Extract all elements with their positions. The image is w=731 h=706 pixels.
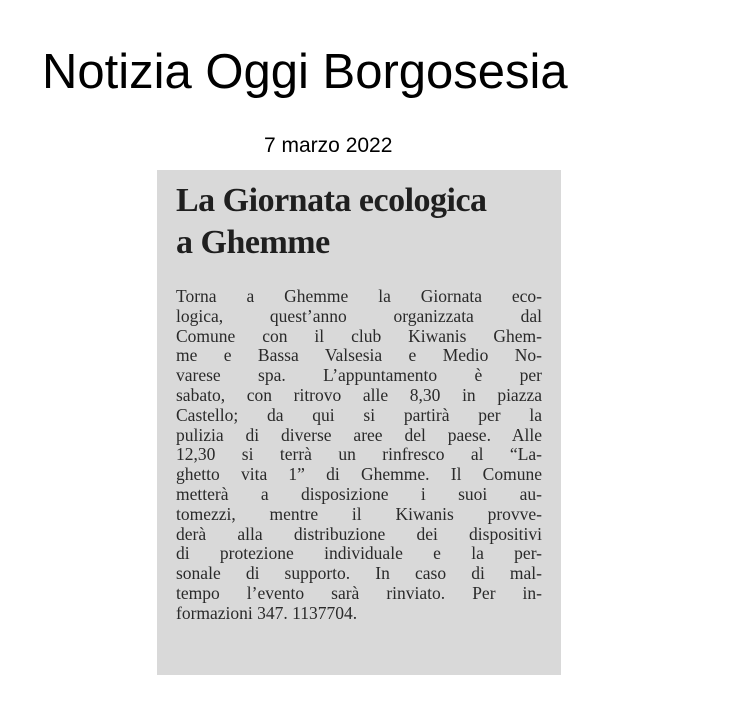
body-line: varese spa. L’appuntamento è per (176, 366, 542, 386)
publication-date: 7 marzo 2022 (264, 134, 393, 157)
body-line: metterà a disposizione i suoi au- (176, 484, 542, 504)
body-line: Comune con il club Kiwanis Ghem- (176, 326, 542, 346)
body-line: logica, quest’anno organizzata dal (176, 306, 542, 326)
body-line: 12,30 si terrà un rinfresco al “La- (176, 445, 542, 465)
body-line: di protezione individuale e la per- (176, 544, 542, 564)
body-line: tempo l’evento sarà rinviato. Per in- (176, 583, 542, 603)
body-line: ghetto vita 1” di Ghemme. Il Comune (176, 465, 542, 485)
publication-title: Notizia Oggi Borgosesia (42, 45, 568, 99)
body-line: me e Bassa Valsesia e Medio No- (176, 346, 542, 366)
body-line: derà alla distribuzione dei dispositivi (176, 524, 542, 544)
article-body (176, 287, 542, 624)
body-line: Torna a Ghemme la Giornata eco- (176, 287, 542, 306)
headline-line: a Ghemme (176, 224, 330, 261)
article-headline (176, 180, 556, 264)
body-line: pulizia di diverse aree del paese. Alle (176, 425, 542, 445)
body-line: formazioni 347. 1137704. (176, 603, 358, 623)
body-line: tomezzi, mentre il Kiwanis provve- (176, 504, 542, 524)
headline-line: La Giornata ecologica (176, 182, 487, 219)
body-line: sonale di supporto. In caso di mal- (176, 564, 542, 584)
newspaper-clipping (157, 170, 561, 675)
body-line: Castello; da qui si partirà per la (176, 405, 542, 425)
body-line: sabato, con ritrovo alle 8,30 in piazza (176, 385, 542, 405)
